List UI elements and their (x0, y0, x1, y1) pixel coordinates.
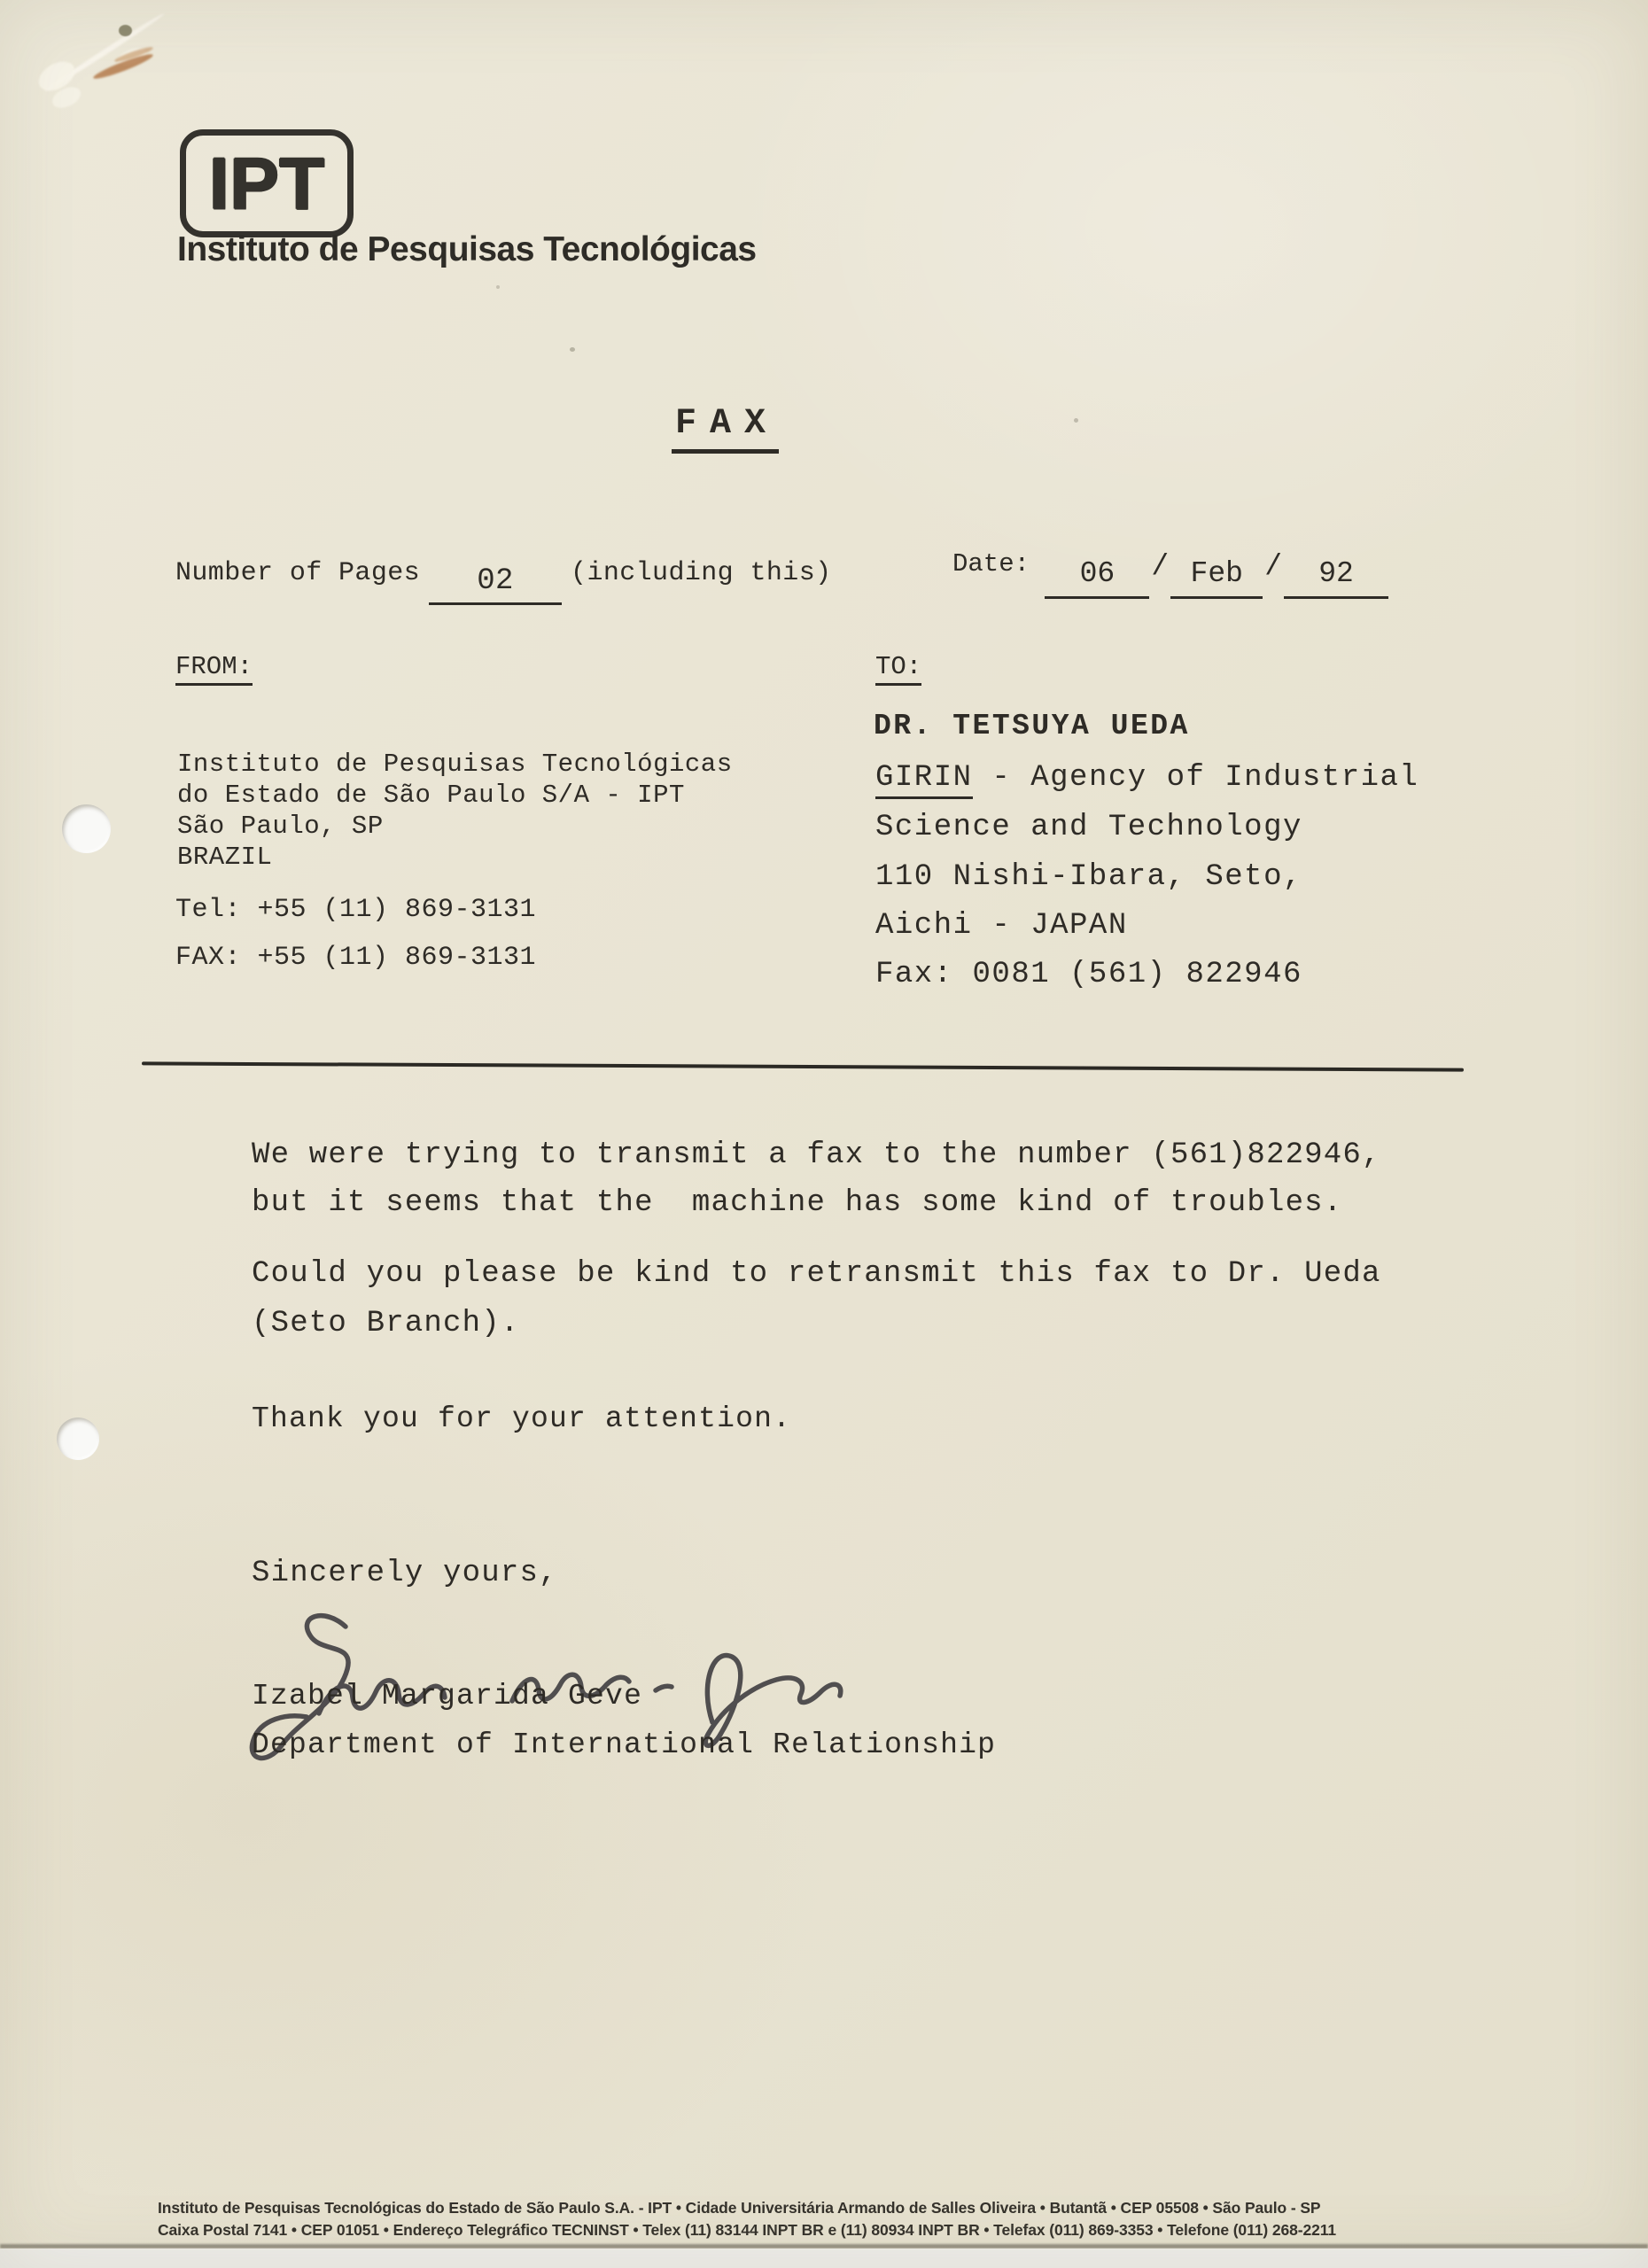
to-recipient-name: DR. TETSUYA UEDA (874, 710, 1190, 742)
to-org-line (875, 761, 1419, 795)
ipt-logo-text: IPT (208, 142, 325, 225)
body-line: but it seems that the machine has some kind of troubles. (252, 1186, 1343, 1220)
pages-value-blank: 02 (429, 566, 562, 605)
from-fax-line: FAX: +55 (11) 869-3131 (175, 943, 537, 973)
thanks-line: Thank you for your attention. (252, 1402, 792, 1435)
date-line (952, 549, 1388, 599)
to-address-line: Aichi - JAPAN (875, 909, 1128, 943)
to-label: TO: (875, 652, 921, 681)
to-address-line: 110 Nishi-Ibara, Seto, (875, 860, 1302, 894)
footer-line-2: Caixa Postal 7141 • CEP 01051 • Endereço Telegráfico TECNINST • Telex (11) 83144 INPT BR e (11) 80934 INPT BR • Telefax (011) 869-3353 • Telefone (011) 268-2211 (158, 2221, 1337, 2239)
body-line: Could you please be kind to retransmit this fax to Dr. Ueda (252, 1257, 1381, 1291)
from-tel-line: Tel: +55 (11) 869-3131 (175, 895, 537, 925)
letterhead-footer (158, 2197, 1434, 2241)
rust-stain-dot (119, 25, 132, 36)
pages-note: (including this) (571, 558, 832, 588)
closing-line: Sincerely yours, (252, 1557, 558, 1590)
section-divider (142, 1061, 1464, 1071)
to-fax-line: Fax: 0081 (561) 822946 (875, 958, 1302, 991)
to-org-acronym: GIRIN (875, 761, 973, 799)
from-address-line: BRAZIL (177, 843, 273, 872)
body-line: (Seto Branch). (252, 1307, 520, 1340)
punch-hole-top (62, 804, 111, 853)
date-year-blank: 92 (1284, 559, 1388, 599)
to-org-acronym-suffix: - Agency of Industrial (972, 761, 1419, 795)
ipt-logo (180, 129, 354, 237)
from-label: FROM: (175, 652, 253, 681)
date-day-blank: 06 (1045, 559, 1149, 599)
pages-line (175, 558, 832, 605)
signer-name: Izabel Margarida Geve (252, 1680, 643, 1713)
scan-background-strip (0, 2249, 1648, 2268)
pages-label: Number of Pages (175, 558, 421, 588)
date-month-blank: Feb (1170, 559, 1263, 599)
from-address-line: Instituto de Pesquisas Tecnológicas (177, 750, 733, 779)
date-separator: / (1264, 550, 1283, 583)
letterhead-org-name: Instituto de Pesquisas Tecnológicas (177, 230, 757, 268)
from-address-line: São Paulo, SP (177, 812, 384, 841)
paper-speck (496, 285, 500, 289)
from-address-line: do Estado de São Paulo S/A - IPT (177, 781, 685, 810)
to-address-line: Science and Technology (875, 811, 1302, 844)
paper-speck (1074, 418, 1078, 423)
signer-department: Department of International Relationship (252, 1728, 997, 1761)
footer-line-1: Instituto de Pesquisas Tecnológicas do Estado de São Paulo S.A. - IPT • Cidade Universitária Armando de Salles Oliveira • Butantã • CEP 05508 • São Paulo - SP (158, 2199, 1321, 2217)
fax-title: FAX (672, 404, 779, 454)
paper-speck (570, 347, 575, 352)
date-separator: / (1151, 550, 1170, 583)
body-line: We were trying to transmit a fax to the number (561)822946, (252, 1138, 1381, 1172)
punch-hole-bottom (57, 1418, 99, 1460)
date-label: Date: (952, 549, 1030, 579)
